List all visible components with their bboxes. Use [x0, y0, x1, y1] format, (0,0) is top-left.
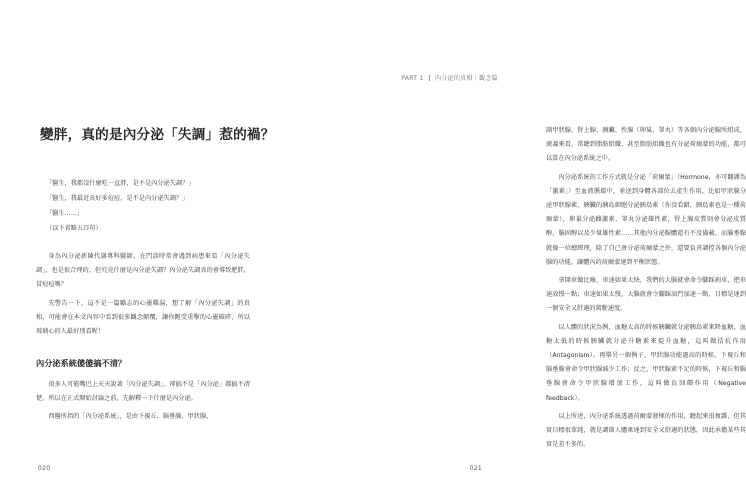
patient-quote-block — [46, 176, 246, 236]
paragraph-continuation: 副甲狀腺、腎上腺、胰臟、性腺（卵巢、睪丸）等各個內分泌腺所組成，廣義來看，常聽到脂肪組織、甚至脂肪組織也有分泌荷爾蒙的功能，都可以算在內分泌系統之中。 — [546, 127, 746, 163]
running-head — [401, 73, 498, 82]
paragraph: 內分泌系統的工作方式就是分泌「荷爾蒙」（Hormone，亦可翻譯為「激素」）至血液循環中，並送到身體各部位去產生作用。比如甲狀腺分泌甲狀腺素、胰臟的胰島細胞分泌胰島素（你沒看錯，胰島素也是一種荷爾蒙），卵巢分泌雌激素，睪丸分泌雄性素，腎上腺皮質則會分泌皮質醇，腦固醇以及少量雄性素……其他內分泌腺體還有不及備載。而腦垂腺就像一位總經理，除了自己會分泌荷爾蒙之外，還要負責調控各個內分泌腺的功能，讓體內的荷爾蒙達到平衡狀態。 — [546, 173, 746, 266]
paragraph: 拿開車做比喻，車速如果太快，我們的大腦就會命令腳踩刹車，把車速放慢一點；車速如果太慢，大腦就會令腳踩油門加速一點，目標是達到一個安全又舒適的駕駛速度。 — [546, 277, 746, 313]
paragraph: 很多人可能嘴巴上天天說著「內分泌失調」，卻搞不是「內分泌」都搞不清楚，所以在正式開始討論之前，先解釋一下什麼是內分泌。 — [36, 381, 250, 403]
page-number-left: 020 — [38, 465, 51, 472]
quote-line: 「醫生……」 — [46, 210, 84, 217]
section-heading: 內分泌系統傻傻搞不清？ — [36, 358, 127, 368]
quote-line: （以下省略五百句） — [46, 225, 102, 232]
paragraph: 身為內分泌新陳代謝專科醫師，在門診時常會遇到病患來看「內分泌失調」，也是很合理的，但究竟什麼是內分泌失調？內分泌失調真的會導致肥胖，冒痘痘嗎？ — [36, 253, 250, 289]
left-page — [0, 0, 275, 500]
paragraph: 以上所述，內分泌系統透過荷爾蒙發揮的作用，聽起來很複雜，但其實目標很單純，就是調節人體來達到安全又舒適的狀態，因此承擔某些其實是差不多的。 — [546, 412, 746, 449]
paragraph: 先警告一下，這不是一篇勵志的心靈雞湯，想了解「內分泌失調」的真相，可能會在本文內容中看到很多觀念顛覆，讓你飽受重擊的心靈破碎，所以玻璃心的人最好別看喔！ — [36, 299, 250, 336]
quote-line: 「醫生，我最近長好多痘痘，是不是內分泌失調？」 — [46, 195, 189, 202]
intro-text — [36, 250, 250, 339]
quote-line: 「醫生，我都沒什麼吃一直胖，是不是內分泌失調？」 — [46, 180, 195, 187]
chapter-title: 變胖，真的是內分泌「失調」惹的禍？ — [40, 127, 275, 143]
right-body-text — [546, 124, 746, 452]
running-head-title: 內分泌的真相｜觀念篇 — [434, 75, 498, 82]
right-page — [260, 0, 746, 500]
paragraph: 西醫所指的「內分泌系統」，是由下視丘、腦垂腺、甲狀腺、 — [48, 413, 213, 421]
running-head-part: PART 1 — [401, 75, 424, 82]
page-number-right: 021 — [469, 465, 482, 472]
running-head-divider — [429, 75, 430, 81]
paragraph: 以人體的狀況為例，血糖太高的時候胰臟就分泌胰島素來降血糖，血糖太低的時候胰臟就分泌升糖素來提升血糖，這叫做拮抗作用（Antagonism）。再舉另一個例子，甲狀腺功能過高的時候，下視丘和腦垂腺會命令甲狀腺減少工作；反之，甲狀腺素不足的時候，下視丘和腦垂腺會命令甲狀腺增加工作，這叫做負回饋作用（Negative feedback）。 — [546, 323, 746, 402]
section-text — [36, 378, 250, 425]
